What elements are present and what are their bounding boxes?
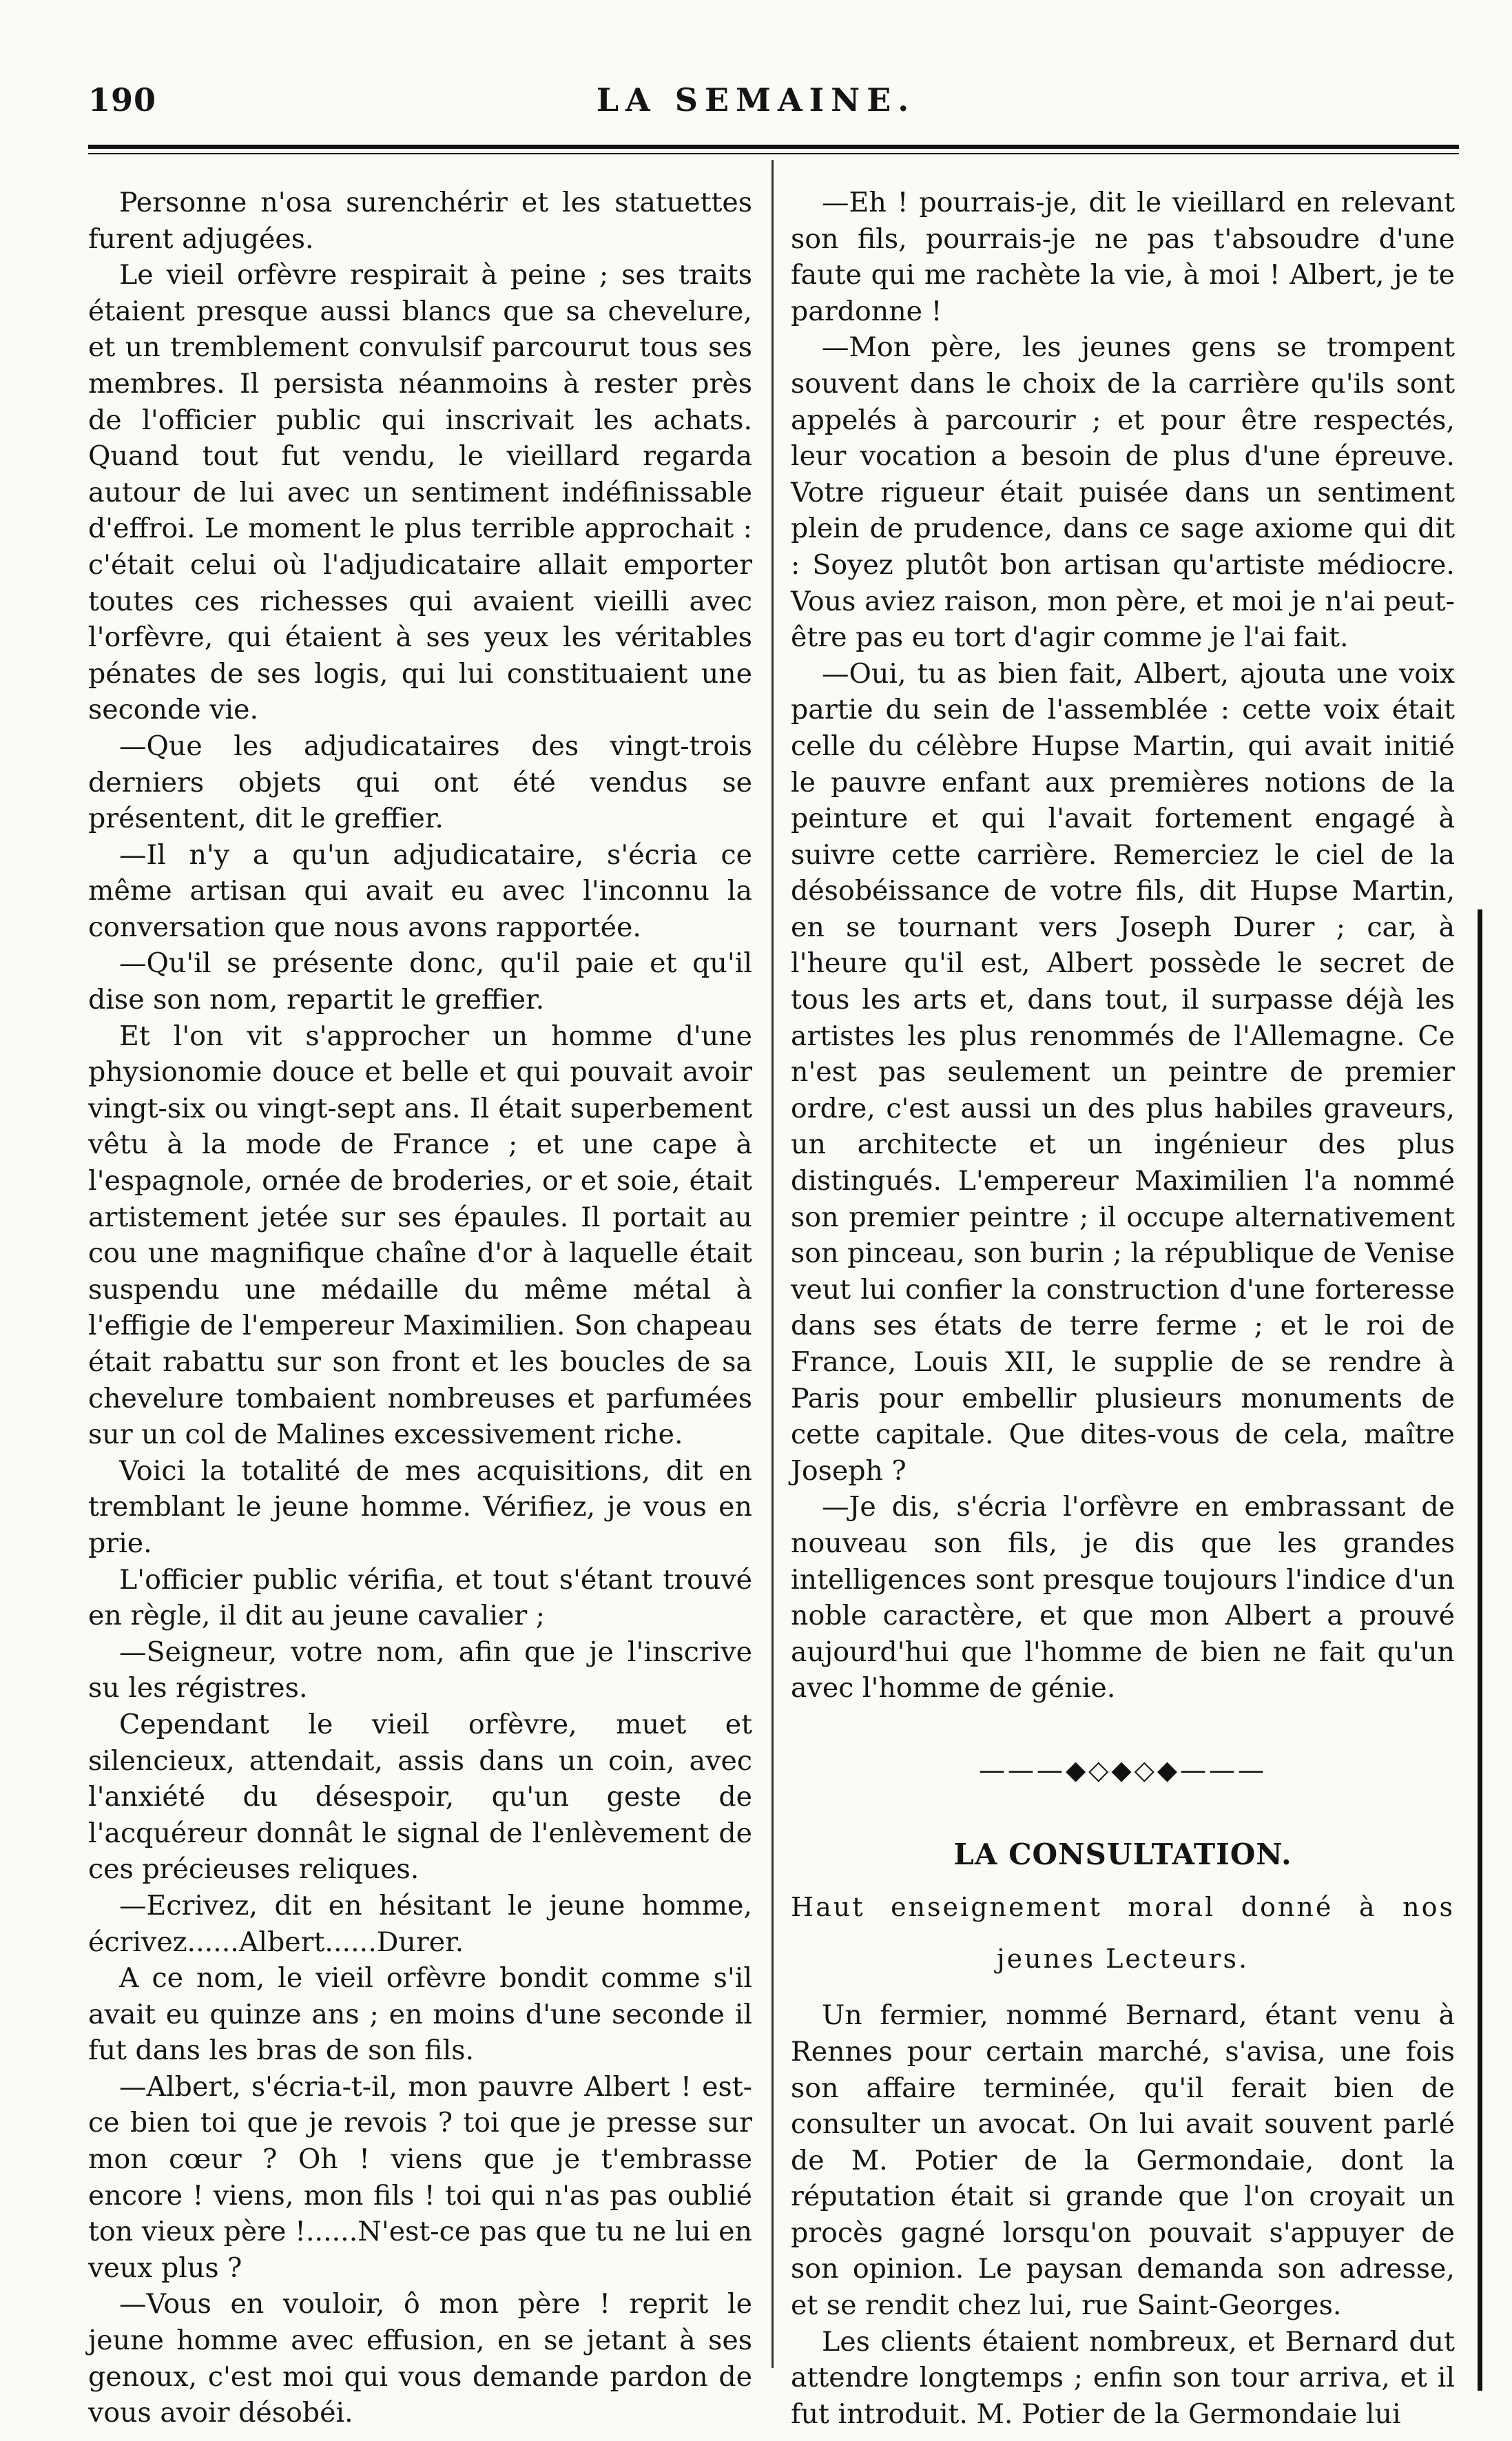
header-rule-thick: [88, 145, 1459, 149]
left-paragraph-2: Le vieil orfèvre respirait à peine ; ses traits étaient presque aussi blancs que sa chevelure, et un tremblement convulsif parcourut tous ses membres. Il persista néanmoins à rester près de l'officier public qui inscrivait les achats. Quand tout fut vendu, le vieillard regarda autour de lui avec un sentiment indéfinissable d'effroi. Le moment le plus terrible approchait : c'était celui où l'adjudicataire allait emporter toutes ces richesses qui avaient vieilli avec l'orfèvre, qui étaient à ses yeux les véritables pénates de ses logis, qui lui constituaient une seconde vie.: [88, 259, 752, 726]
section-paragraph-1: Un fermier, nommé Bernard, étant venu à Rennes pour certain marché, s'avisa, une fois son affaire terminée, qu'il ferait bien de consulter un avocat. On lui avait souvent parlé de M. Potier de la Germondaie, dont la réputation était si grande que l'on croyait un procès gagné lorsqu'on pouvait s'appuyer de son opinion. Le paysan demanda son adresse, et se rendit chez lui, rue Saint-Georges.: [791, 1999, 1455, 2322]
left-column: [88, 185, 752, 2431]
left-paragraph-1: Personne n'osa surenchérir et les statuettes furent adjugées.: [88, 187, 752, 255]
page-edge-bar: [1478, 909, 1482, 2391]
header-rule-thin: [88, 153, 1459, 154]
section-paragraph-2: Les clients étaient nombreux, et Bernard dut attendre longtemps ; enfin son tour arriva, et il fut introduit. M. Potier de la Germondaie lui: [791, 2325, 1455, 2430]
left-paragraph-3: —Que les adjudicataires des vingt-trois derniers objets qui ont été vendus se présentent, dit le greffier.: [88, 730, 752, 835]
section-title: LA CONSULTATION.: [953, 1837, 1292, 1871]
left-paragraph-11: —Ecrivez, dit en hésitant le jeune homme, écrivez......Albert......Durer.: [88, 1889, 752, 1958]
running-title: LA SEMAINE.: [596, 81, 916, 119]
page-number: 190: [88, 81, 157, 119]
left-paragraph-8: L'officier public vérifia, et tout s'étant trouvé en règle, il dit au jeune cavalier ;: [88, 1563, 752, 1632]
left-paragraph-14: —Vous en vouloir, ô mon père ! reprit le jeune homme avec effusion, en se jetant à ses genoux, c'est moi qui vous demande pardon de vous avoir désobéi.: [88, 2288, 752, 2429]
left-paragraph-5: —Qu'il se présente donc, qu'il paie et qu'il dise son nom, repartit le greffier.: [88, 947, 752, 1016]
right-paragraph-3: —Oui, tu as bien fait, Albert, ajouta une voix partie du sein de l'assemblée : cette voix était celle du célèbre Hupse Martin, qui avait initié le pauvre enfant aux premières notions de la peinture et qui l'avait fortement engagé à suivre cette carrière. Remerciez le ciel de la désobéissance de votre fils, dit Hupse Martin, en se tournant vers Joseph Durer ; car, à l'heure qu'il est, Albert possède le secret de tous les arts et, dans tout, il surpasse déjà les artistes les plus renommés de l'Allemagne. Ce n'est pas seulement un peintre de premier ordre, c'est aussi un des plus habiles graveurs, un architecte et un ingénieur des plus distingués. L'empereur Maximilien l'a nommé son premier peintre ; il occupe alternativement son pinceau, son burin ; la république de Venise veut lui confier la construction d'une forteresse dans ses états de terre ferme ; et le roi de France, Louis XII, le supplie de se rendre à Paris pour embellir plusieurs monuments de cette capitale. Que dites-vous de cela, maître Joseph ?: [791, 657, 1455, 1487]
right-paragraph-4: —Je dis, s'écria l'orfèvre en embrassant de nouveau son fils, je dis que les grandes intelligences sont presque toujours l'indice d'un noble caractère, et que mon Albert a prouvé aujourd'hui que l'homme de bien ne fait qu'un avec l'homme de génie.: [791, 1491, 1455, 1704]
left-paragraph-7: Voici la totalité de mes acquisitions, dit en tremblant le jeune homme. Vérifiez, je vous en prie.: [88, 1454, 752, 1559]
left-paragraph-6: Et l'on vit s'approcher un homme d'une physionomie douce et belle et qui pouvait avoir vingt-six ou vingt-sept ans. Il était superbement vêtu à la mode de France ; et une cape à l'espagnole, ornée de broderies, or et soie, était artistement jetée sur ses épaules. Il portait au cou une magnifique chaîne d'or à laquelle était suspendu une médaille du même métal à l'effigie de l'empereur Maximilien. Son chapeau était rabattu sur son front et les boucles de sa chevelure tombaient nombreuses et parfumées sur un col de Malines excessivement riche.: [88, 1020, 752, 1451]
left-paragraph-10: Cependant le vieil orfèvre, muet et silencieux, attendait, assis dans un coin, avec l'anxiété du désespoir, qu'un geste de l'acquéreur donnât le signal de l'enlèvement de ces précieuses reliques.: [88, 1708, 752, 1886]
left-paragraph-12: A ce nom, le vieil orfèvre bondit comme s'il avait eu quinze ans ; en moins d'une seconde il fut dans les bras de son fils.: [88, 1962, 752, 2067]
left-paragraph-4: —Il n'y a qu'un adjudicataire, s'écria ce même artisan qui avait eu avec l'inconnu la conversation que nous avons rapportée.: [88, 838, 752, 943]
right-column: [791, 185, 1455, 2432]
column-divider: [771, 160, 774, 2368]
right-paragraph-2: —Mon père, les jeunes gens se trompent souvent dans le choix de la carrière qu'ils sont appelés à parcourir ; et pour être respectés, leur vocation a besoin de plus d'une épreuve. Votre rigueur était puisée dans un sentiment plein de prudence, dans ce sage axiome qui dit : Soyez plutôt bon artisan qu'artiste médiocre. Vous aviez raison, mon père, et moi je n'ai peut-être pas eu tort d'agir comme je l'ai fait.: [791, 331, 1455, 654]
section-ornament: ———◆◇◆◇◆———: [978, 1754, 1267, 1785]
left-paragraph-13: —Albert, s'écria-t-il, mon pauvre Albert ! est-ce bien toi que je revois ? toi que je presse sur mon cœur ? Oh ! viens que je t'embrasse encore ! viens, mon fils ! toi qui n'as pas oublié ton vieux père !......N'est-ce pas que tu ne lui en veux plus ?: [88, 2070, 752, 2284]
section-subtitle-line-2: jeunes Lecteurs.: [996, 1943, 1250, 1974]
right-paragraph-1: —Eh ! pourrais-je, dit le vieillard en relevant son fils, pourrais-je ne pas t'absoudre d'une faute qui me rachète la vie, à moi ! Albert, je te pardonne !: [791, 187, 1455, 327]
section-subtitle-line-1: Haut enseignement moral donné à nos: [791, 1892, 1455, 1923]
left-paragraph-9: —Seigneur, votre nom, afin que je l'inscrive su les régistres.: [88, 1636, 752, 1704]
